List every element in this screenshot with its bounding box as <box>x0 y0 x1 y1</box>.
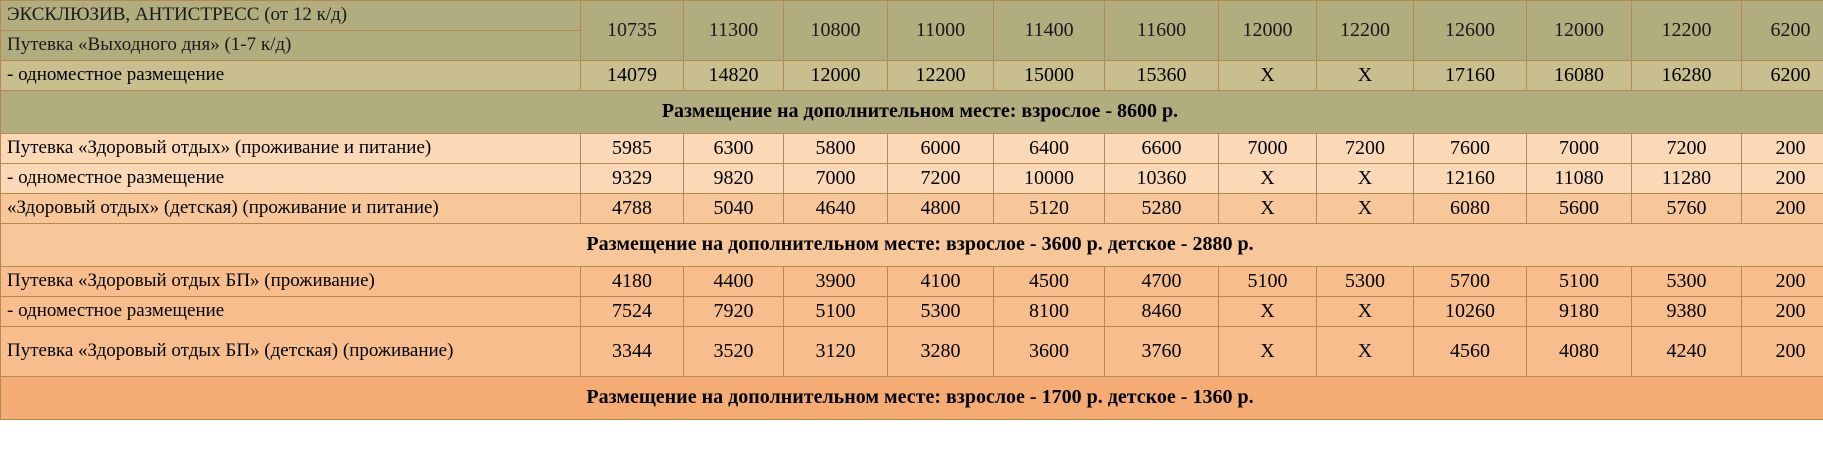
cell-value: 12000 <box>1527 1 1632 61</box>
cell-value: 4400 <box>684 266 784 296</box>
cell-value: 5300 <box>1632 266 1742 296</box>
cell-value: X <box>1317 326 1414 376</box>
cell-value: 9380 <box>1632 296 1742 326</box>
cell-value: 6400 <box>994 133 1105 163</box>
cell-value: 4500 <box>994 266 1105 296</box>
cell-value: 3760 <box>1105 326 1219 376</box>
cell-value: 4240 <box>1632 326 1742 376</box>
cell-value: 14820 <box>684 60 784 90</box>
cell-value: X <box>1219 60 1317 90</box>
cell-value: 6080 <box>1414 193 1527 223</box>
row-label-healthy-rest-bp: Путевка «Здоровый отдых БП» (проживание) <box>1 266 581 296</box>
cell-value: 5280 <box>1105 193 1219 223</box>
cell-value: X <box>1317 296 1414 326</box>
cell-value: 15000 <box>994 60 1105 90</box>
cell-value: 14079 <box>581 60 684 90</box>
cell-value: 11000 <box>888 1 994 61</box>
row-label-exclusive: ЭКСКЛЮЗИВ, АНТИСТРЕСС (от 12 к/д) <box>1 1 581 31</box>
table-row <box>1 376 1823 419</box>
cell-value: 7000 <box>784 163 888 193</box>
cell-value: 7000 <box>1219 133 1317 163</box>
cell-value: 4080 <box>1527 326 1632 376</box>
cell-value: 9180 <box>1527 296 1632 326</box>
table-row <box>1 296 1823 326</box>
cell-value: X <box>1219 193 1317 223</box>
cell-value: 9329 <box>581 163 684 193</box>
row-label-healthy-rest-child: «Здоровый отдых» (детская) (проживание и питание) <box>1 193 581 223</box>
cell-value: 3520 <box>684 326 784 376</box>
table-row <box>1 326 1823 376</box>
cell-value: 12200 <box>1632 1 1742 61</box>
cell-value: 15360 <box>1105 60 1219 90</box>
cell-value: 11300 <box>684 1 784 61</box>
cell-value: X <box>1219 163 1317 193</box>
cell-value: 200 <box>1742 266 1823 296</box>
table-row <box>1 1 1823 31</box>
cell-value: 4100 <box>888 266 994 296</box>
cell-value: 3280 <box>888 326 994 376</box>
cell-value: 12160 <box>1414 163 1527 193</box>
cell-value: 7000 <box>1527 133 1632 163</box>
cell-value: 3600 <box>994 326 1105 376</box>
cell-value: 3900 <box>784 266 888 296</box>
cell-value: X <box>1219 326 1317 376</box>
cell-value: 11400 <box>994 1 1105 61</box>
cell-value: 7200 <box>1317 133 1414 163</box>
cell-value: 5120 <box>994 193 1105 223</box>
cell-value: 7200 <box>888 163 994 193</box>
cell-value: 11280 <box>1632 163 1742 193</box>
cell-value: 7200 <box>1632 133 1742 163</box>
row-label-single-occupancy: - одноместное размещение <box>1 60 581 90</box>
cell-value: 16280 <box>1632 60 1742 90</box>
cell-value: 5300 <box>1317 266 1414 296</box>
row-label-healthy-rest: Путевка «Здоровый отдых» (проживание и питание) <box>1 133 581 163</box>
table-row <box>1 133 1823 163</box>
cell-value: X <box>1317 60 1414 90</box>
cell-value: 5100 <box>1527 266 1632 296</box>
cell-value: 10260 <box>1414 296 1527 326</box>
cell-value: 5100 <box>784 296 888 326</box>
cell-value: 9820 <box>684 163 784 193</box>
cell-value: 16080 <box>1527 60 1632 90</box>
cell-value: 200 <box>1742 133 1823 163</box>
cell-value: 3344 <box>581 326 684 376</box>
table-row <box>1 266 1823 296</box>
cell-value: 5100 <box>1219 266 1317 296</box>
cell-value: 6600 <box>1105 133 1219 163</box>
cell-value: 6200 <box>1742 60 1823 90</box>
cell-value: X <box>1317 193 1414 223</box>
cell-value: 6000 <box>888 133 994 163</box>
cell-value: 6300 <box>684 133 784 163</box>
row-label-weekend: Путевка «Выходного дня» (1-7 к/д) <box>1 30 581 60</box>
cell-value: 5800 <box>784 133 888 163</box>
cell-value: 7524 <box>581 296 684 326</box>
table-row <box>1 223 1823 266</box>
cell-value: 5985 <box>581 133 684 163</box>
band-extra-bed-note: Размещение на дополнительном месте: взрослое - 3600 р. детское - 2880 р. <box>1 223 1823 266</box>
cell-value: 12000 <box>1219 1 1317 61</box>
cell-value: 7920 <box>684 296 784 326</box>
cell-value: 5700 <box>1414 266 1527 296</box>
row-label-healthy-rest-bp-child: Путевка «Здоровый отдых БП» (детская) (проживание) <box>1 326 581 376</box>
cell-value: 4788 <box>581 193 684 223</box>
cell-value: 5040 <box>684 193 784 223</box>
cell-value: 8460 <box>1105 296 1219 326</box>
cell-value: 11080 <box>1527 163 1632 193</box>
cell-value: 10000 <box>994 163 1105 193</box>
cell-value: 10360 <box>1105 163 1219 193</box>
cell-value: 10800 <box>784 1 888 61</box>
cell-value: 12200 <box>888 60 994 90</box>
cell-value: 4640 <box>784 193 888 223</box>
cell-value: 8100 <box>994 296 1105 326</box>
cell-value: 200 <box>1742 326 1823 376</box>
cell-value: 200 <box>1742 296 1823 326</box>
cell-value: 200 <box>1742 163 1823 193</box>
row-label-single-occupancy: - одноместное размещение <box>1 296 581 326</box>
cell-value: 12600 <box>1414 1 1527 61</box>
cell-value: 5300 <box>888 296 994 326</box>
cell-value: 10735 <box>581 1 684 61</box>
cell-value: 6200 <box>1742 1 1823 61</box>
cell-value: 12200 <box>1317 1 1414 61</box>
cell-value: 11600 <box>1105 1 1219 61</box>
cell-value: 3120 <box>784 326 888 376</box>
row-label-single-occupancy: - одноместное размещение <box>1 163 581 193</box>
cell-value: 7600 <box>1414 133 1527 163</box>
band-extra-bed-note: Размещение на дополнительном месте: взрослое - 8600 р. <box>1 90 1823 133</box>
cell-value: 17160 <box>1414 60 1527 90</box>
price-table-body <box>1 1 1823 420</box>
table-row <box>1 90 1823 133</box>
cell-value: 5600 <box>1527 193 1632 223</box>
cell-value: 12000 <box>784 60 888 90</box>
cell-value: X <box>1317 163 1414 193</box>
cell-value: 4700 <box>1105 266 1219 296</box>
table-row <box>1 60 1823 90</box>
cell-value: 4180 <box>581 266 684 296</box>
cell-value: 4800 <box>888 193 994 223</box>
cell-value: X <box>1219 296 1317 326</box>
cell-value: 5760 <box>1632 193 1742 223</box>
table-row <box>1 193 1823 223</box>
band-extra-bed-note: Размещение на дополнительном месте: взрослое - 1700 р. детское - 1360 р. <box>1 376 1823 419</box>
table-row <box>1 163 1823 193</box>
cell-value: 200 <box>1742 193 1823 223</box>
cell-value: 4560 <box>1414 326 1527 376</box>
